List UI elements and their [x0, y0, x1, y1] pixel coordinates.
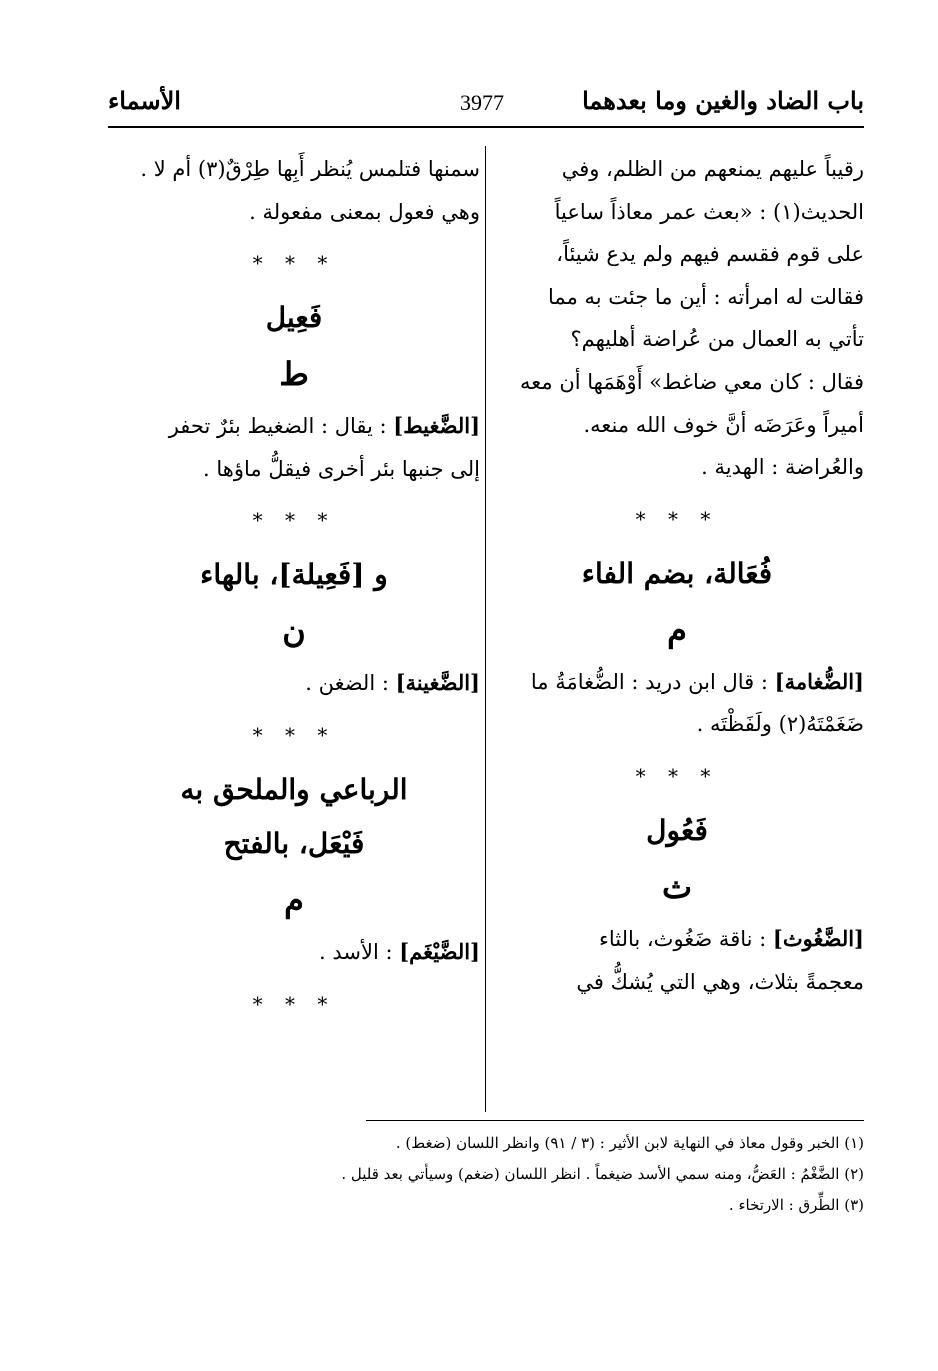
chapter-title: باب الضاد والغين وما بعدهما	[582, 86, 864, 115]
entry-text: ضَغَمْتَهُ(٢) ولَفَظْتَه .	[696, 712, 864, 737]
section-title: الأسماء	[108, 86, 181, 115]
footnote-rule	[366, 1120, 864, 1121]
entry-text: : قال ابن دريد : الضُّغامَةُ ما	[530, 669, 768, 694]
page-number: 3977	[460, 90, 504, 115]
separator-stars: * * *	[252, 251, 336, 276]
dictionary-entry	[108, 662, 480, 705]
dictionary-entry	[108, 405, 480, 490]
letter-heading: ط	[279, 355, 309, 394]
text-line: تأتي به العمال من عُراضة أهليهم؟	[570, 327, 864, 352]
left-column	[108, 148, 480, 1034]
dictionary-entry	[108, 931, 480, 974]
paragraph	[108, 148, 480, 233]
footnote: (٣) الطِّرق : الارتخاء .	[728, 1196, 864, 1214]
letter-heading: ث	[661, 867, 693, 906]
separator-stars: * * *	[252, 991, 336, 1016]
separator-stars: * * *	[635, 506, 719, 531]
text-line: على قوم فقسم فيهم ولم يدع شيئاً،	[556, 242, 864, 267]
section-heading: الرباعي والملحق به	[180, 772, 408, 806]
text-line: فقالت له امرأته : أين ما جئت به مما	[548, 284, 864, 309]
paragraph	[490, 148, 864, 489]
entry-lemma: [الضَّغُوث]	[772, 925, 864, 951]
letter-heading: م	[284, 880, 304, 919]
text-line: الحديث(١) : «بعث عمر معاذاً ساعياً	[554, 199, 864, 224]
separator-stars: * * *	[252, 722, 336, 747]
section-heading: و [فَعِيلة]، بالهاء	[200, 558, 388, 592]
separator-stars: * * *	[252, 508, 336, 533]
entry-lemma: [الضُّغامة]	[774, 668, 864, 694]
section-heading: فَعِيل	[265, 301, 323, 335]
section-heading: فَيْعَل، بالفتح	[223, 826, 365, 860]
dictionary-entry	[490, 661, 864, 746]
entry-text: : ناقة ضَغُوث، بالثاء	[598, 926, 767, 951]
page-header	[108, 84, 864, 124]
column-divider	[485, 146, 486, 1112]
entry-lemma: [الضَّغيط]	[393, 413, 480, 439]
header-rule	[108, 126, 864, 128]
text-line: وهي فعول بمعنى مفعولة .	[249, 199, 480, 224]
text-line: رقيباً عليهم يمنعهم من الظلم، وفي	[561, 157, 864, 181]
footnotes	[200, 1128, 864, 1221]
footnote: (٢) الضَّغْمُ : العَضُّ، ومنه سمي الأسد ضيغماً . انظر اللسان (ضغم) وسيأتي بعد قليل .	[341, 1165, 864, 1183]
footnote: (١) الخبر وقول معاذ في النهاية لابن الأثير : (٣ / ٩١) وانظر اللسان (ضغط) .	[395, 1134, 864, 1152]
section-heading: فُعَالة، بضم الفاء	[581, 556, 773, 590]
text-line: فقال : كان معي ضاغط» أَوْهَمَها أن معه	[520, 369, 864, 394]
entry-lemma: [الضَّيْغَم]	[399, 938, 480, 964]
separator-stars: * * *	[635, 763, 719, 788]
entry-lemma: [الضَّغينة]	[395, 670, 480, 696]
entry-text: : الضغن .	[305, 671, 389, 696]
letter-heading: ن	[282, 612, 306, 651]
text-line: سمنها فتلمس يُنظر أَبِها طِرْقٌ(٣) أم لا .	[140, 157, 480, 181]
entry-text: معجمةً بثلاث، وهي التي يُشكُّ في	[576, 969, 864, 994]
dictionary-entry	[490, 918, 864, 1003]
entry-text: : الأسد .	[319, 939, 393, 964]
section-heading: فَعُول	[646, 813, 708, 847]
entry-text: إلى جنبها بئر أخرى فيقلُّ ماؤها .	[203, 456, 480, 481]
text-line: أميراً وعَرَضَه أنَّ خوف الله منعه.	[583, 412, 864, 437]
text-line: والعُراضة : الهدية .	[701, 455, 864, 480]
letter-heading: م	[667, 610, 687, 649]
right-column	[490, 148, 864, 1005]
entry-text: : يقال : الضغيط بئرٌ تحفر	[168, 414, 387, 439]
